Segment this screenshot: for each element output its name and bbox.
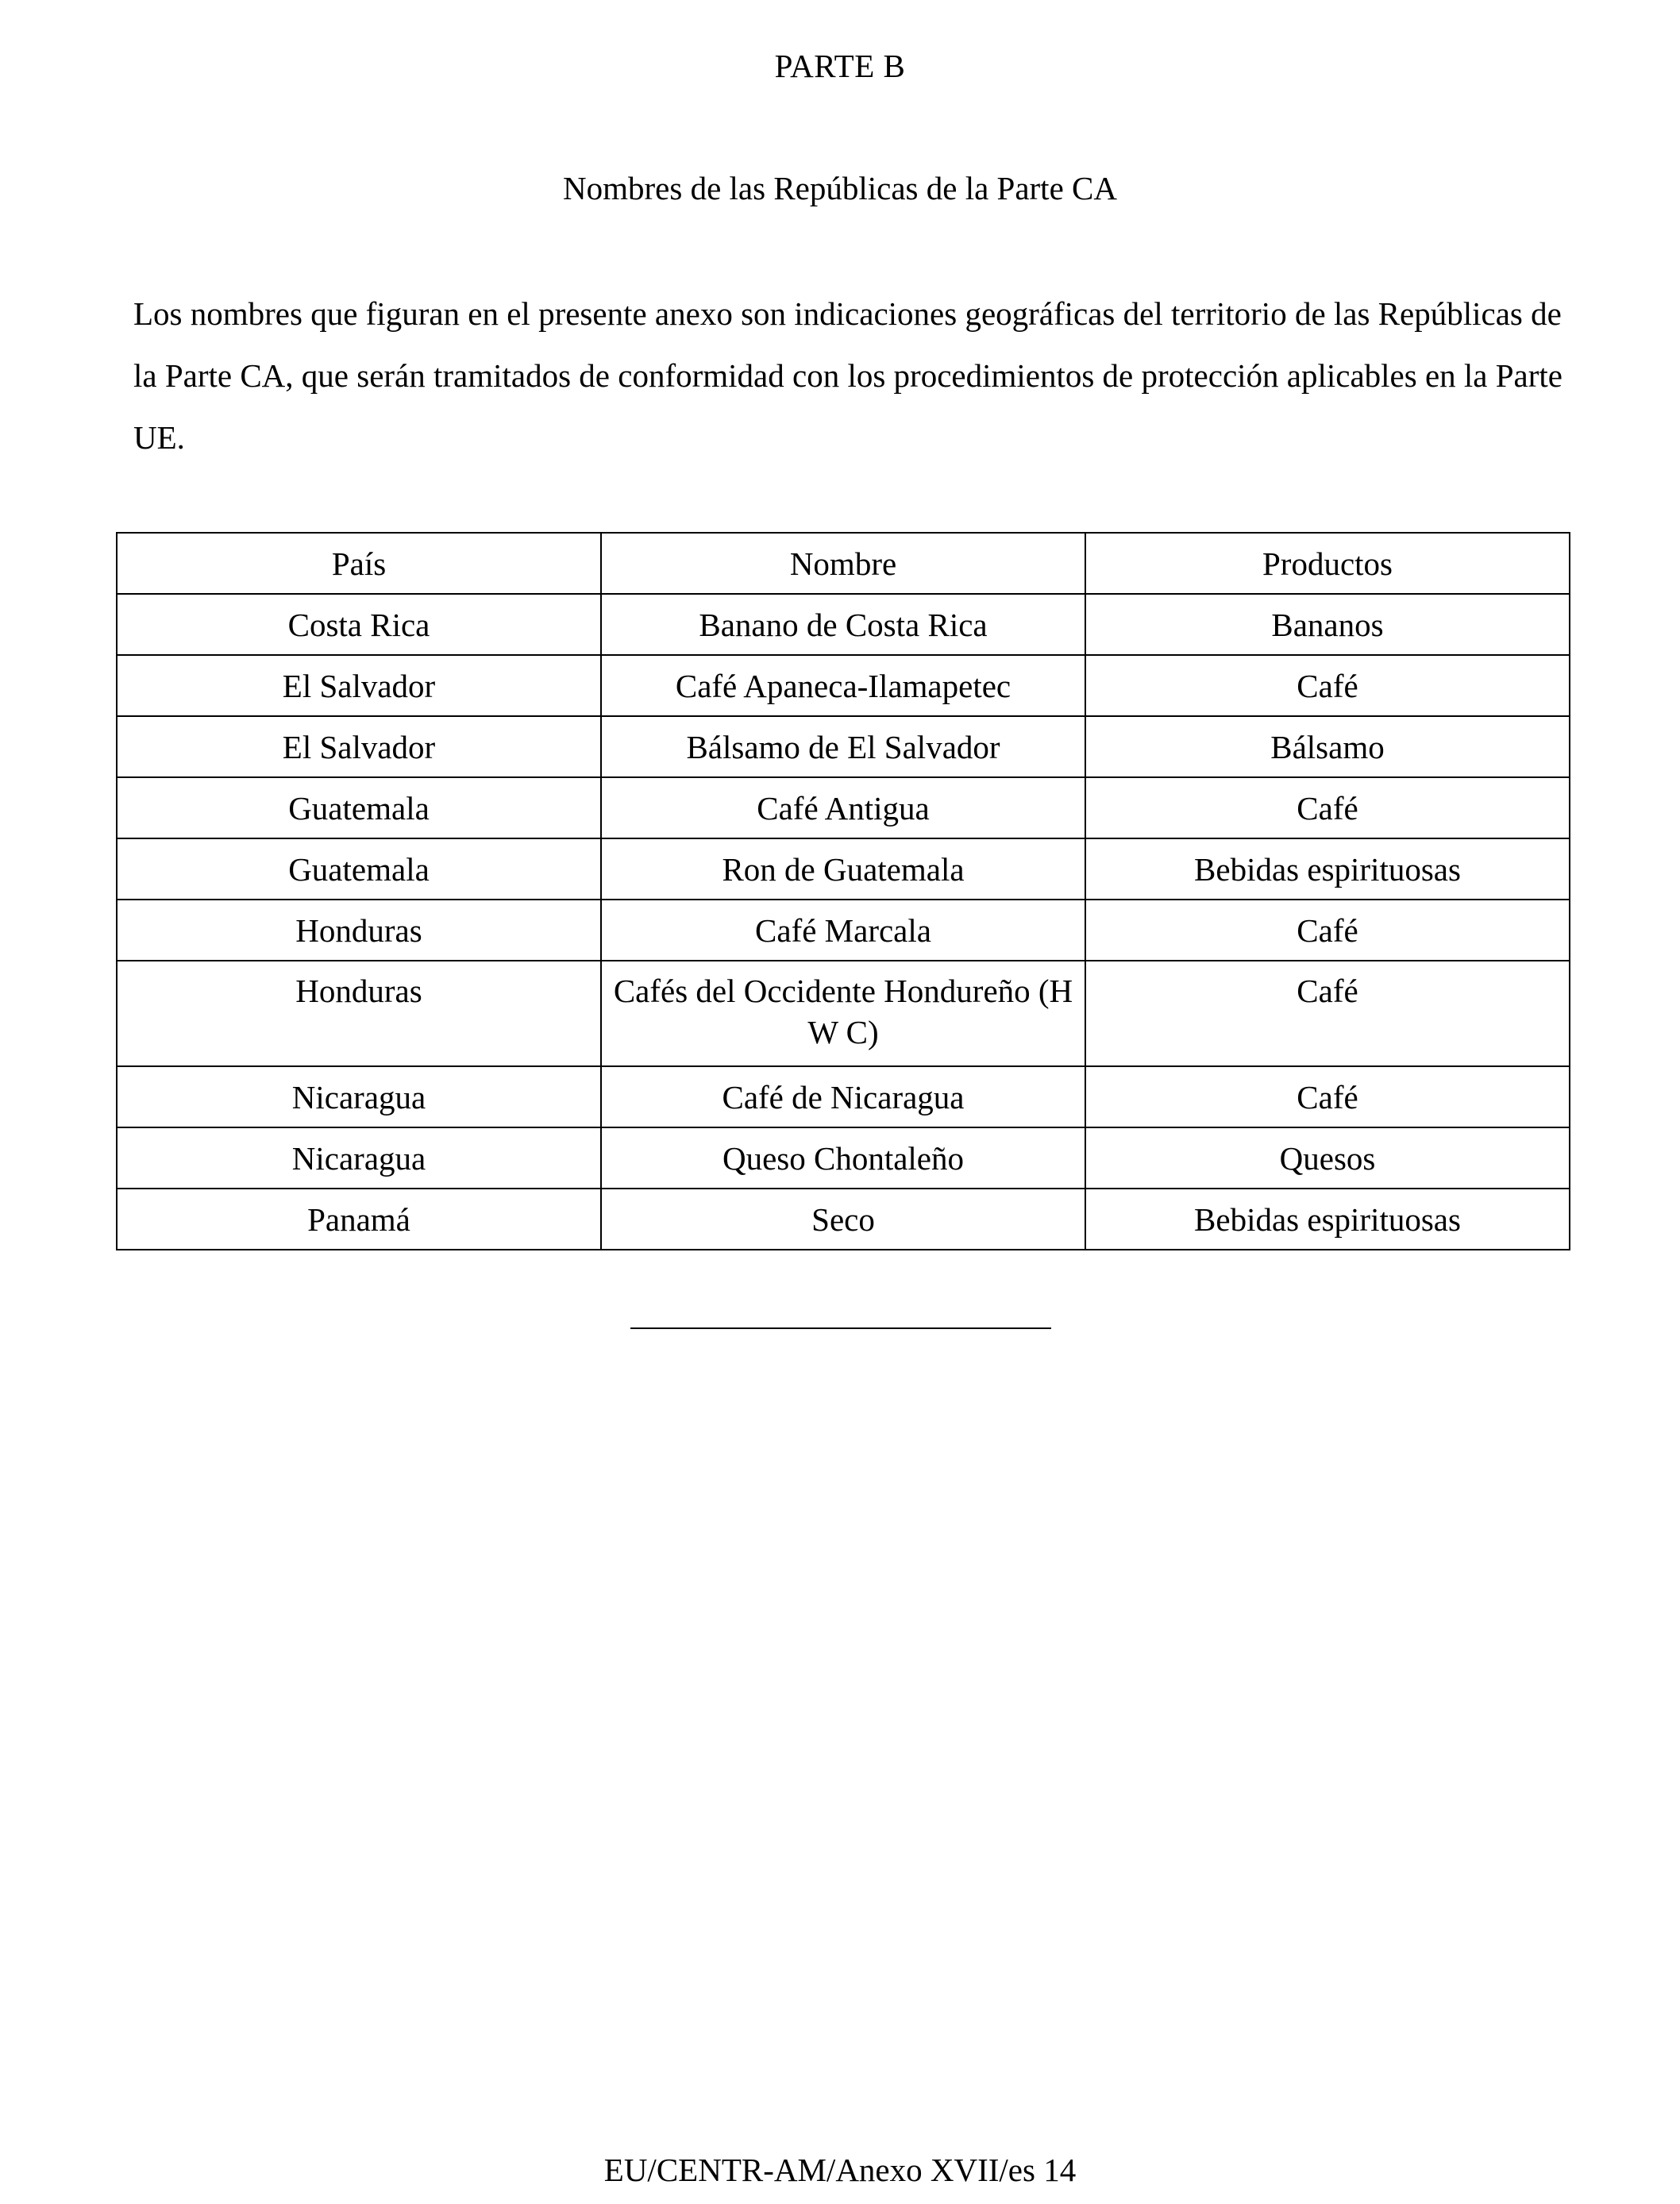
cell-productos: Café xyxy=(1085,1066,1570,1127)
table-row xyxy=(117,1066,1570,1127)
cell-productos: Café xyxy=(1085,900,1570,961)
cell-pais: Costa Rica xyxy=(117,594,601,655)
table-row xyxy=(117,1127,1570,1189)
header-nombre: Nombre xyxy=(601,533,1085,594)
cell-nombre: Café Marcala xyxy=(601,900,1085,961)
cell-nombre: Café de Nicaragua xyxy=(601,1066,1085,1127)
cell-nombre: Café Antigua xyxy=(601,777,1085,838)
table-header-row xyxy=(117,533,1570,594)
table-row xyxy=(117,594,1570,655)
section-subtitle: Nombres de las Repúblicas de la Parte CA xyxy=(563,170,1117,206)
cell-pais: El Salvador xyxy=(117,716,601,777)
cell-productos: Café xyxy=(1085,655,1570,716)
cell-productos: Café xyxy=(1085,777,1570,838)
cell-nombre: Bálsamo de El Salvador xyxy=(601,716,1085,777)
cell-pais: Honduras xyxy=(117,961,601,1066)
table-row xyxy=(117,655,1570,716)
table-row xyxy=(117,961,1570,1066)
cell-nombre: Banano de Costa Rica xyxy=(601,594,1085,655)
cell-productos: Bálsamo xyxy=(1085,716,1570,777)
cell-pais: Panamá xyxy=(117,1189,601,1250)
header-productos: Productos xyxy=(1085,533,1570,594)
cell-nombre: Cafés del Occidente Hondureño (H W C) xyxy=(601,961,1085,1066)
table-row xyxy=(117,900,1570,961)
cell-pais: Nicaragua xyxy=(117,1066,601,1127)
cell-productos: Bebidas espirituosas xyxy=(1085,838,1570,900)
cell-nombre: Ron de Guatemala xyxy=(601,838,1085,900)
geographical-indications-table xyxy=(116,532,1570,1250)
cell-nombre: Queso Chontaleño xyxy=(601,1127,1085,1189)
cell-productos: Café xyxy=(1085,961,1570,1066)
intro-paragraph: Los nombres que figuran en el presente anexo son indicaciones geográficas del territorio de las Repúblicas de la Parte CA, que serán tramitados de conformidad con los procedimientos de protección aplicables en la Parte UE. xyxy=(133,295,1562,456)
header-pais: País xyxy=(117,533,601,594)
end-of-annex-rule xyxy=(630,1327,1051,1329)
cell-pais: Nicaragua xyxy=(117,1127,601,1189)
cell-productos: Bebidas espirituosas xyxy=(1085,1189,1570,1250)
cell-pais: Guatemala xyxy=(117,777,601,838)
page-footer-reference: EU/CENTR-AM/Anexo XVII/es 14 xyxy=(603,2152,1077,2188)
cell-productos: Bananos xyxy=(1085,594,1570,655)
cell-pais: Guatemala xyxy=(117,838,601,900)
part-title: PARTE B xyxy=(774,48,906,84)
table-row xyxy=(117,777,1570,838)
cell-productos: Quesos xyxy=(1085,1127,1570,1189)
table-row xyxy=(117,838,1570,900)
cell-nombre: Seco xyxy=(601,1189,1085,1250)
cell-pais: Honduras xyxy=(117,900,601,961)
cell-nombre: Café Apaneca-Ilamapetec xyxy=(601,655,1085,716)
table-row xyxy=(117,1189,1570,1250)
cell-pais: El Salvador xyxy=(117,655,601,716)
table-row xyxy=(117,716,1570,777)
